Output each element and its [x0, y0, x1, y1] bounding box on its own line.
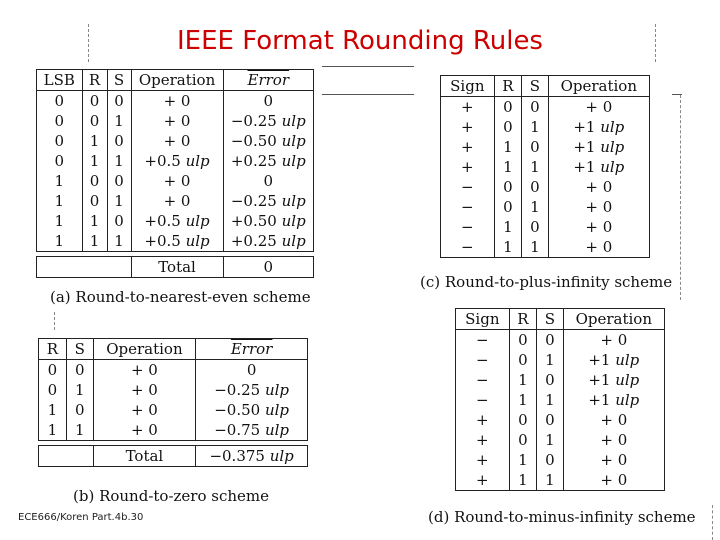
table-cell: 0: [82, 191, 107, 211]
table-cell: 1: [494, 157, 522, 177]
table-row: [441, 137, 650, 157]
rounding-table-nearest-even: [36, 69, 314, 278]
table-cell: 0: [82, 111, 107, 131]
table-cell: 1: [494, 237, 522, 258]
total-blank-cell: [39, 446, 94, 467]
table-row: [441, 217, 650, 237]
table-cell: + 0: [131, 131, 223, 151]
header-row: [456, 309, 665, 330]
table-cell: 1: [37, 191, 83, 211]
slide-title: IEEE Format Rounding Rules: [177, 26, 543, 56]
divider-line: [672, 94, 682, 95]
column-header: R: [509, 309, 537, 330]
table-cell: −: [456, 350, 510, 370]
table-cell: + 0: [93, 360, 196, 381]
table-cell: + 0: [548, 97, 649, 118]
table-cell: 1: [82, 131, 107, 151]
caption-plus-infinity: (c) Round-to-plus-infinity scheme: [420, 273, 673, 291]
table-row: [456, 370, 665, 390]
table-cell: 0: [522, 97, 548, 118]
table-cell: 0: [66, 400, 93, 420]
table-cell: 1: [494, 217, 522, 237]
table-cell: 0: [39, 380, 67, 400]
table-cell: 1: [522, 237, 548, 258]
column-header: S: [522, 76, 548, 97]
table-cell: +1 ulp: [548, 157, 649, 177]
column-header: Operation: [131, 70, 223, 91]
total-row: [37, 257, 314, 278]
table-cell: 0: [37, 111, 83, 131]
slide-footer: ECE666/Koren Part.4b.30: [18, 512, 144, 523]
table-cell: 1: [509, 450, 537, 470]
table-cell: 0: [522, 217, 548, 237]
table-cell: +1 ulp: [563, 370, 664, 390]
table-cell: 0: [37, 91, 83, 112]
table-cell: −0.50 ulp: [223, 131, 313, 151]
header-row: [39, 339, 308, 360]
table-row: [37, 171, 314, 191]
total-value: −0.375 ulp: [196, 446, 308, 467]
table-cell: 1: [82, 211, 107, 231]
table-cell: +1 ulp: [548, 137, 649, 157]
table-cell: 0: [82, 91, 107, 112]
table-row: [37, 191, 314, 211]
table-cell: +0.25 ulp: [223, 231, 313, 252]
table-cell: 0: [107, 211, 131, 231]
table-row: [456, 450, 665, 470]
table-cell: +: [441, 157, 495, 177]
table-row: [37, 151, 314, 171]
table-cell: 1: [522, 157, 548, 177]
divider-line: [322, 94, 414, 95]
table-row: [456, 330, 665, 351]
divider-line: [88, 24, 89, 62]
table-cell: 1: [39, 400, 67, 420]
column-header: R: [494, 76, 522, 97]
table-cell: 0: [537, 370, 563, 390]
total-label: Total: [131, 257, 223, 278]
table-cell: 1: [107, 151, 131, 171]
table-cell: +1 ulp: [563, 350, 664, 370]
table-cell: 0: [107, 91, 131, 112]
table-cell: 1: [509, 390, 537, 410]
table-cell: 1: [66, 420, 93, 441]
table-cell: 1: [107, 111, 131, 131]
divider-line: [712, 505, 713, 540]
divider-line: [322, 66, 414, 67]
table-cell: −: [441, 197, 495, 217]
header-row: [441, 76, 650, 97]
table-cell: 0: [82, 171, 107, 191]
table-cell: +: [456, 450, 510, 470]
table-row: [441, 117, 650, 137]
table-cell: 0: [223, 171, 313, 191]
table-cell: 0: [494, 117, 522, 137]
table-cell: 0: [37, 131, 83, 151]
table-cell: 1: [537, 430, 563, 450]
table-cell: 0: [509, 330, 537, 351]
table-cell: 1: [82, 151, 107, 171]
table-cell: + 0: [131, 171, 223, 191]
column-header: Error: [223, 70, 313, 91]
table-cell: +: [441, 117, 495, 137]
rounding-table-minus-infinity: [455, 308, 665, 491]
table-cell: 0: [537, 450, 563, 470]
table-cell: 0: [196, 360, 308, 381]
table-cell: 0: [223, 91, 313, 112]
table-cell: 0: [537, 330, 563, 351]
table-cell: + 0: [563, 410, 664, 430]
rounding-table-zero: [38, 338, 308, 467]
table-row: [456, 470, 665, 491]
table-cell: + 0: [93, 420, 196, 441]
table-cell: +0.5 ulp: [131, 231, 223, 252]
table-cell: 1: [37, 171, 83, 191]
column-header: Error: [196, 339, 308, 360]
total-value: 0: [223, 257, 313, 278]
table-cell: 0: [494, 197, 522, 217]
column-header: S: [537, 309, 563, 330]
table-cell: 0: [494, 177, 522, 197]
table-row: [37, 111, 314, 131]
table-cell: 0: [509, 350, 537, 370]
column-header: S: [66, 339, 93, 360]
column-header: Operation: [93, 339, 196, 360]
column-header: R: [39, 339, 67, 360]
table-cell: +1 ulp: [548, 117, 649, 137]
table-cell: 1: [522, 117, 548, 137]
table-cell: + 0: [93, 400, 196, 420]
divider-line: [680, 95, 681, 300]
rounding-table-plus-infinity: [440, 75, 650, 258]
table-cell: 1: [509, 470, 537, 491]
table-row: [37, 211, 314, 231]
table-row: [39, 400, 308, 420]
total-blank-cell: [37, 257, 132, 278]
table-cell: + 0: [563, 430, 664, 450]
total-row: [39, 446, 308, 467]
table-cell: −: [456, 330, 510, 351]
table-cell: −0.75 ulp: [196, 420, 308, 441]
table-cell: 1: [537, 390, 563, 410]
column-header: Sign: [456, 309, 510, 330]
table-cell: 1: [66, 380, 93, 400]
column-header: Operation: [563, 309, 664, 330]
column-header: LSB: [37, 70, 83, 91]
table-row: [441, 157, 650, 177]
table-row: [456, 430, 665, 450]
table-cell: −0.25 ulp: [196, 380, 308, 400]
table-row: [456, 390, 665, 410]
table-cell: 1: [37, 211, 83, 231]
table-cell: + 0: [131, 91, 223, 112]
caption-round-to-zero: (b) Round-to-zero scheme: [73, 487, 270, 505]
table-cell: 0: [522, 177, 548, 197]
table-cell: 1: [494, 137, 522, 157]
column-header: Operation: [548, 76, 649, 97]
table-cell: + 0: [548, 237, 649, 258]
table-cell: 1: [37, 231, 83, 252]
table-cell: +0.5 ulp: [131, 211, 223, 231]
table-cell: 1: [39, 420, 67, 441]
table-cell: 0: [107, 131, 131, 151]
table-cell: 1: [107, 231, 131, 252]
column-header: S: [107, 70, 131, 91]
table-row: [37, 131, 314, 151]
table-cell: −: [441, 217, 495, 237]
table-cell: 1: [509, 370, 537, 390]
table-cell: −: [456, 390, 510, 410]
divider-line: [655, 24, 656, 62]
column-header: Sign: [441, 76, 495, 97]
table-cell: + 0: [548, 177, 649, 197]
table-cell: +0.50 ulp: [223, 211, 313, 231]
table-row: [441, 237, 650, 258]
caption-nearest-even: (a) Round-to-nearest-even scheme: [50, 288, 311, 306]
table-cell: −0.50 ulp: [196, 400, 308, 420]
table-row: [39, 360, 308, 381]
table-row: [456, 410, 665, 430]
table-cell: +: [441, 97, 495, 118]
table-cell: 1: [537, 350, 563, 370]
table-cell: 1: [537, 470, 563, 491]
table-cell: 1: [522, 197, 548, 217]
total-label: Total: [93, 446, 196, 467]
table-cell: −0.25 ulp: [223, 111, 313, 131]
table-cell: +: [456, 410, 510, 430]
table-row: [441, 177, 650, 197]
table-cell: 0: [537, 410, 563, 430]
divider-line: [54, 312, 55, 330]
table-cell: +0.25 ulp: [223, 151, 313, 171]
table-row: [456, 350, 665, 370]
table-cell: 0: [522, 137, 548, 157]
table-cell: 1: [82, 231, 107, 252]
table-row: [39, 380, 308, 400]
table-cell: 0: [509, 430, 537, 450]
caption-minus-infinity: (d) Round-to-minus-infinity scheme: [428, 508, 696, 526]
table-row: [37, 91, 314, 112]
table-cell: 0: [39, 360, 67, 381]
table-cell: + 0: [548, 217, 649, 237]
table-cell: −: [441, 237, 495, 258]
table-row: [441, 97, 650, 118]
table-cell: +: [456, 470, 510, 491]
table-cell: + 0: [563, 450, 664, 470]
header-row: [37, 70, 314, 91]
table-cell: +1 ulp: [563, 390, 664, 410]
table-cell: 0: [509, 410, 537, 430]
table-cell: + 0: [131, 111, 223, 131]
table-row: [37, 231, 314, 252]
table-cell: −: [456, 370, 510, 390]
table-cell: 0: [494, 97, 522, 118]
table-row: [441, 197, 650, 217]
table-cell: + 0: [563, 330, 664, 351]
table-cell: 0: [107, 171, 131, 191]
table-cell: +: [456, 430, 510, 450]
table-cell: 0: [66, 360, 93, 381]
table-cell: −: [441, 177, 495, 197]
table-cell: +: [441, 137, 495, 157]
table-cell: + 0: [93, 380, 196, 400]
table-cell: 0: [37, 151, 83, 171]
table-cell: + 0: [563, 470, 664, 491]
table-cell: + 0: [131, 191, 223, 211]
table-cell: −0.25 ulp: [223, 191, 313, 211]
table-cell: + 0: [548, 197, 649, 217]
table-cell: 1: [107, 191, 131, 211]
column-header: R: [82, 70, 107, 91]
table-cell: +0.5 ulp: [131, 151, 223, 171]
table-row: [39, 420, 308, 441]
